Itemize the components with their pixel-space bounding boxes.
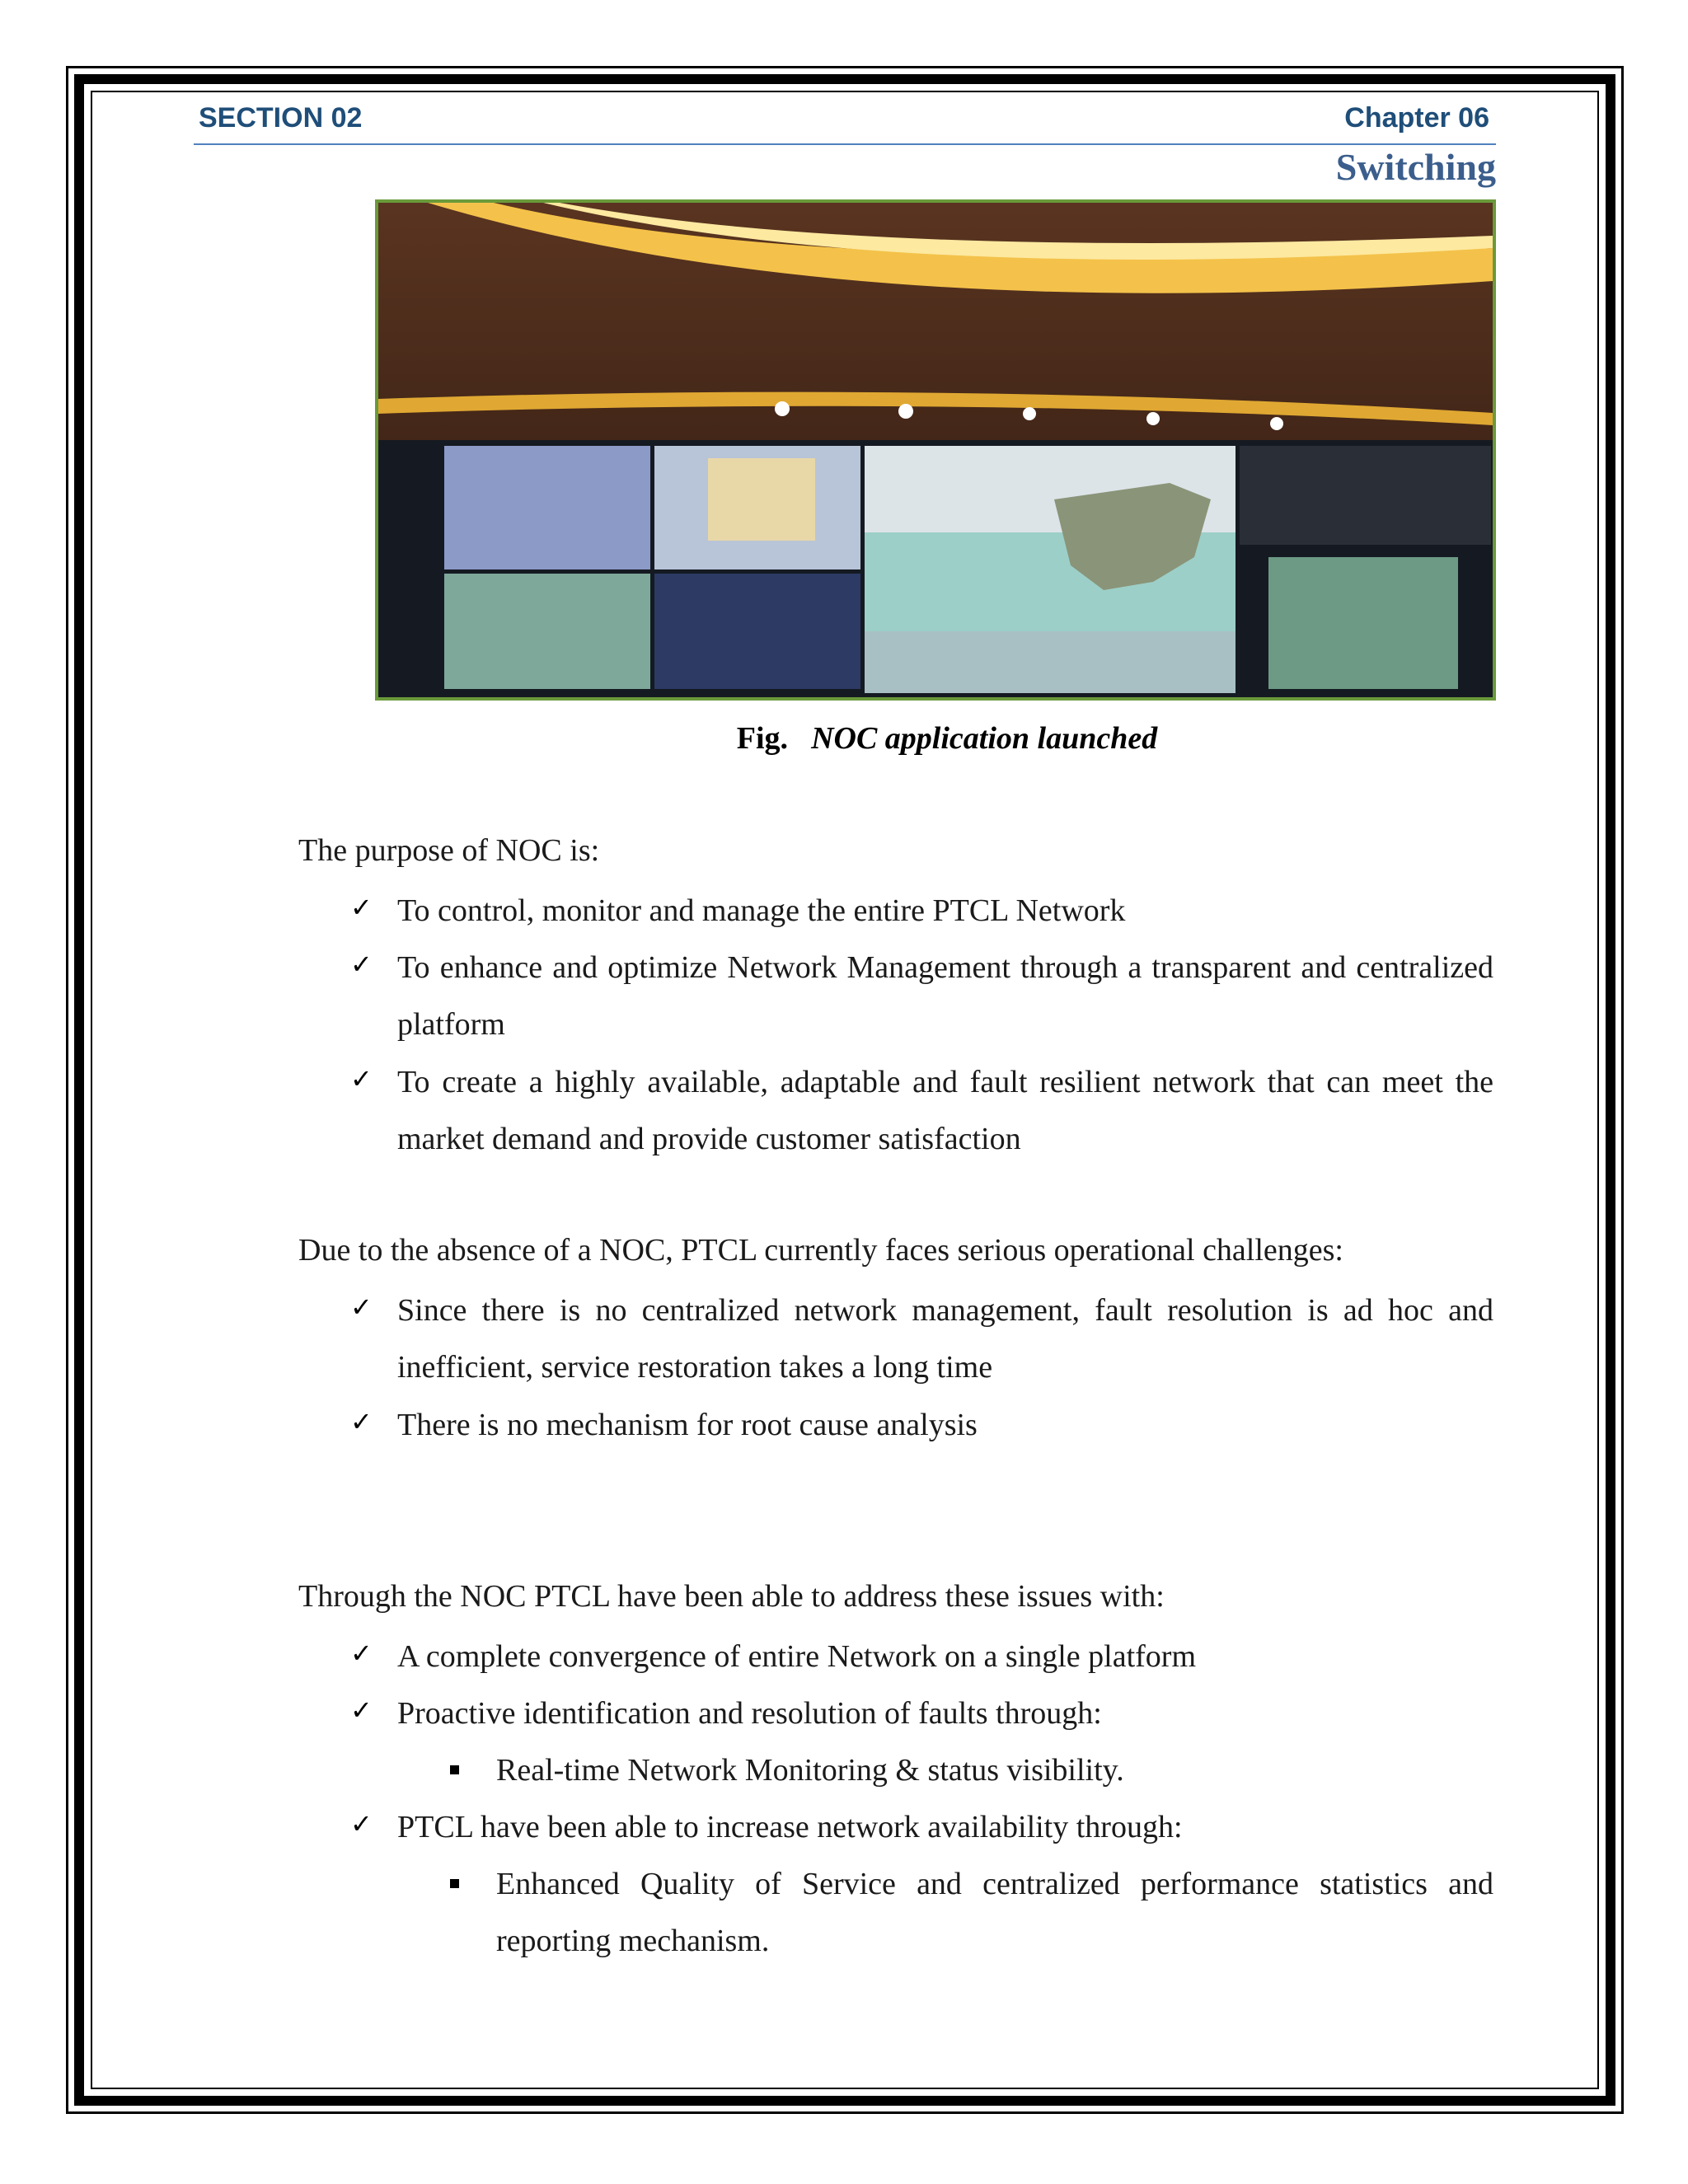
figure-caption xyxy=(0,720,1688,757)
purpose-item-2: To enhance and optimize Network Management through a transparent and centralized platform xyxy=(397,950,1493,1042)
challenge-item-2: There is no mechanism for root cause analysis xyxy=(397,1408,978,1442)
checkmark-icon: ✓ xyxy=(350,892,373,923)
solutions-lead: Through the NOC PTCL have been able to address these issues with: xyxy=(298,1579,1165,1614)
noc-control-room-photo xyxy=(375,199,1496,701)
square-bullet-icon xyxy=(450,1765,459,1774)
solution-item-2: Proactive identification and resolution of faults through: xyxy=(397,1696,1102,1731)
solution-subitem-1: Real-time Network Monitoring & status visibility. xyxy=(496,1753,1124,1788)
square-bullet-icon xyxy=(450,1879,459,1888)
figure-prefix: Fig. xyxy=(736,721,789,756)
chapter-title: Switching xyxy=(1335,146,1496,188)
noc-photo-illustration xyxy=(378,203,1493,697)
checkmark-icon: ✓ xyxy=(350,1406,373,1437)
checkmark-icon: ✓ xyxy=(350,1291,373,1323)
chapter-label: Chapter 06 xyxy=(1344,102,1489,134)
solution-subitem-2: Enhanced Quality of Service and centralized performance statistics and reporting mechanism. xyxy=(496,1867,1493,1958)
checkmark-icon: ✓ xyxy=(350,1063,373,1094)
running-header xyxy=(194,101,1496,145)
solution-item-1: A complete convergence of entire Network on a single platform xyxy=(397,1639,1197,1674)
checkmark-icon: ✓ xyxy=(350,1694,373,1726)
purpose-item-3: To create a highly available, adaptable and fault resilient network that can meet the market demand and provide customer satisfaction xyxy=(397,1065,1493,1156)
purpose-item-1: To control, monitor and manage the entire PTCL Network xyxy=(397,893,1126,928)
solution-item-3: PTCL have been able to increase network availability through: xyxy=(397,1810,1183,1844)
section-label: SECTION 02 xyxy=(199,102,363,134)
checkmark-icon: ✓ xyxy=(350,1638,373,1669)
checkmark-icon: ✓ xyxy=(350,949,373,980)
challenge-item-1: Since there is no centralized network management, fault resolution is ad hoc and inefficient, service restoration takes a long time xyxy=(397,1293,1493,1385)
figure-caption-text: NOC application launched xyxy=(811,721,1158,756)
challenges-lead: Due to the absence of a NOC, PTCL currently faces serious operational challenges: xyxy=(298,1233,1343,1268)
checkmark-icon: ✓ xyxy=(350,1808,373,1840)
purpose-lead: The purpose of NOC is: xyxy=(298,833,600,868)
